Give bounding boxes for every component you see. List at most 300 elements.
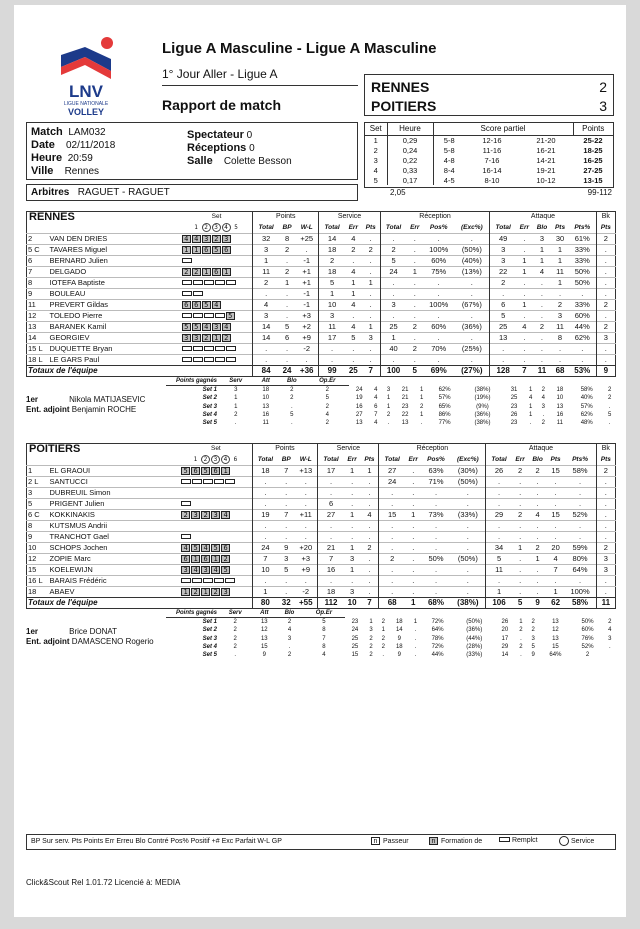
stat-cell: . <box>536 587 539 596</box>
total-cell: (38%) <box>450 598 485 609</box>
stat-cell: . <box>519 499 522 508</box>
col-header: Pts% <box>574 223 591 231</box>
set-detail-cell: 29 <box>501 643 509 650</box>
player-row <box>27 488 616 499</box>
set-rotation <box>226 346 236 351</box>
stat-cell: . <box>285 521 288 530</box>
set-detail-cell: 13 <box>552 635 559 642</box>
stat-cell: . <box>412 565 415 574</box>
stat-cell: 59% <box>572 543 588 552</box>
player-row <box>27 322 616 333</box>
set-rotation <box>193 357 203 362</box>
stat-cell: 5 <box>284 322 290 331</box>
stat-cell: 1 <box>252 587 278 598</box>
stat-cell: 1 <box>535 554 540 563</box>
set-detail-cell: . <box>290 420 293 427</box>
set-detail-cell: 15 <box>552 643 559 650</box>
set-detail-cell: 31 <box>510 386 518 393</box>
stat-cell: 1 <box>253 256 279 267</box>
player-number: 5 <box>28 499 33 508</box>
stat-cell: 2 <box>351 245 356 254</box>
stat-cell: . <box>596 278 615 289</box>
stat-cell: . <box>412 488 415 497</box>
set-detail-cell: 2 <box>325 420 329 427</box>
stat-cell: 4 <box>553 554 558 563</box>
set-detail-cell: . <box>520 652 522 659</box>
stat-cell: 26 <box>486 466 512 477</box>
set-rotation: 4 <box>202 323 211 331</box>
col-header: Err <box>519 223 530 231</box>
stat-cell: 10 <box>252 565 278 576</box>
stat-cell: 4 <box>351 322 356 331</box>
set-detail-cell: 2 <box>541 386 545 393</box>
total-cell: 9 <box>528 598 546 609</box>
col-header: BP <box>281 455 291 463</box>
set-detail-cell: 3 <box>531 635 535 642</box>
player-sets <box>181 355 253 366</box>
group-points: Points <box>252 444 318 455</box>
rempl-icon <box>499 837 510 842</box>
stat-cell: . <box>486 521 512 532</box>
set-detail-cell: 4 <box>374 395 378 402</box>
stat-cell: 2 <box>557 300 563 309</box>
set-detail-cell: 16 <box>355 403 363 410</box>
stat-cell: . <box>412 532 415 541</box>
col-header: (Exc%) <box>457 455 479 463</box>
stat-cell: . <box>368 576 371 585</box>
stat-cell: 3 <box>539 234 545 243</box>
score-cell: 18-25 <box>583 145 603 155</box>
score-cell: 12-16 <box>482 135 502 145</box>
stat-cell: 11 <box>556 267 564 276</box>
stat-cell: . <box>434 499 438 508</box>
stat-cell: 3 <box>284 554 289 563</box>
stat-cell: . <box>369 311 372 320</box>
score-cell: 16-14 <box>482 165 502 175</box>
set-detail-row <box>166 411 616 419</box>
stat-cell: 4 <box>351 234 356 243</box>
set-rotation: 5 <box>191 544 200 552</box>
stat-cell: . <box>596 289 615 300</box>
stat-cell: . <box>540 344 543 353</box>
stat-cell: . <box>413 355 416 364</box>
stat-cell: . <box>596 477 615 488</box>
stat-cell: 14 <box>253 322 279 333</box>
page-title: Ligue A Masculine - Ligue A Masculine <box>162 40 437 57</box>
stat-cell: . <box>285 499 288 508</box>
set-detail-cell: . <box>542 411 545 418</box>
stat-cell: . <box>434 488 438 497</box>
player-row <box>27 245 616 256</box>
stat-cell: 2 <box>284 267 290 276</box>
stat-cell: 1 <box>411 510 416 519</box>
col-header: Err <box>347 455 357 463</box>
set-detail-cell: 3 <box>541 403 545 410</box>
stat-cell: (50%) <box>457 554 478 563</box>
set-number: 5 <box>234 224 238 231</box>
stat-cell: . <box>285 477 288 486</box>
stat-cell: . <box>252 576 278 587</box>
set-detail-cell: 9 <box>397 635 401 642</box>
stat-cell: +1 <box>302 267 311 276</box>
set-rotation: 6 <box>212 268 221 276</box>
stat-cell: . <box>596 532 615 543</box>
player-sets <box>181 245 253 256</box>
total-cell: 9 <box>596 366 615 377</box>
stat-cell: 25 <box>490 322 516 333</box>
col-header: Total <box>380 222 406 234</box>
set-detail-cell: 16 <box>556 411 564 418</box>
set-detail-cell: 4 <box>541 395 545 402</box>
set-score-grid <box>365 123 613 185</box>
stat-cell: . <box>581 344 584 353</box>
set-detail-cell: 2 <box>386 411 391 418</box>
score-cell: 0,33 <box>387 165 433 175</box>
player-sets <box>180 521 252 532</box>
stat-cell: . <box>252 488 278 499</box>
set-detail-cell: 3 <box>386 386 391 393</box>
set-label: Set 1 <box>202 619 217 625</box>
col-header: Pts% <box>572 455 588 463</box>
player-number: 1 <box>28 466 33 475</box>
set-rotation <box>225 479 235 484</box>
set-rotation: 1 <box>222 268 231 276</box>
total-cell: 99 <box>319 366 345 377</box>
total-cell: 7 <box>360 598 378 609</box>
set-score-table <box>364 122 614 188</box>
stat-cell: . <box>437 234 440 243</box>
player-sets <box>181 234 253 245</box>
set-rotation: 4 <box>201 544 210 552</box>
stat-cell: 2 <box>518 510 523 519</box>
set-detail-cell: 20 <box>501 627 509 634</box>
player-name: BOULEAU <box>49 289 86 298</box>
stat-cell: . <box>285 289 289 298</box>
col-header: Pts <box>596 454 615 466</box>
set-header: Set <box>210 445 221 452</box>
stat-cell: . <box>368 477 371 486</box>
player-row <box>27 565 616 576</box>
team-total-row <box>27 366 616 377</box>
set-detail-cell: 1 <box>519 618 523 625</box>
stat-cell: . <box>412 543 415 552</box>
set-detail-cell: 12 <box>260 627 268 634</box>
stat-cell: 3 <box>490 245 516 256</box>
stat-cell: 1 <box>518 543 523 552</box>
score-cell: 16-21 <box>536 145 556 155</box>
total-cell: 11 <box>533 366 551 377</box>
stat-cell: 2 <box>539 322 545 331</box>
player-name: KOELEWIJN <box>49 565 93 574</box>
stat-cell: . <box>490 344 516 355</box>
stat-cell: . <box>486 477 512 488</box>
stat-cell: . <box>318 576 344 587</box>
stat-cell: . <box>304 499 307 508</box>
stat-cell: 1 <box>557 245 563 254</box>
stat-cell: . <box>554 576 557 585</box>
player-name: DELGADO <box>49 267 87 276</box>
stat-cell: . <box>466 499 469 508</box>
set-number: 1 <box>194 224 198 231</box>
set-detail-cell: 21 <box>401 395 409 402</box>
score-cell: 4 <box>365 165 387 175</box>
stat-cell: . <box>523 333 526 342</box>
sets-header-col: Att <box>252 609 276 618</box>
stat-cell: 3 <box>557 311 563 320</box>
spectators: Spectateur 0 <box>187 129 253 141</box>
stat-cell: . <box>519 521 522 530</box>
stat-cell: . <box>486 576 512 587</box>
set-rotation: 3 <box>221 588 230 596</box>
set-label: Set 2 <box>202 627 217 634</box>
away-sets-table <box>166 609 616 660</box>
col-score-partiel: Score partiel <box>433 123 573 135</box>
stat-cell: . <box>536 499 539 508</box>
referees: Arbitres RAGUET - RAGUET <box>26 184 358 201</box>
stat-cell: 2 <box>367 543 372 552</box>
set-detail-cell: 2 <box>233 619 237 625</box>
set-rotation <box>203 578 213 583</box>
stat-cell: 29 <box>486 510 512 521</box>
stat-cell: . <box>369 256 372 265</box>
stat-cell: 11 <box>486 565 512 576</box>
score-cell: 8-4 <box>443 165 455 175</box>
stat-cell: 1 <box>350 565 355 574</box>
stat-cell: 1 <box>319 289 345 300</box>
away-set-detail <box>26 609 616 663</box>
set-detail-row <box>166 402 616 410</box>
stat-cell: 1 <box>350 543 355 552</box>
col-set: Set <box>365 123 387 135</box>
set-detail-cell: 72% <box>431 618 444 625</box>
stat-cell: . <box>519 477 522 486</box>
set-detail-cell: 15 <box>260 643 268 650</box>
set-score-row <box>365 135 613 145</box>
stat-cell: . <box>519 554 522 563</box>
set-detail-cell: 18 <box>556 386 564 393</box>
stat-cell: . <box>434 576 438 585</box>
set-rotation: 6 <box>182 301 191 309</box>
player-name: TAVARES Miguel <box>49 245 108 254</box>
venue: Salle Colette Besson <box>187 155 292 167</box>
stat-cell: 50% <box>428 554 444 563</box>
set-rotation <box>204 357 214 362</box>
player-number: 14 <box>28 333 37 342</box>
set-detail-row <box>166 634 616 642</box>
sets-header-col: Att <box>254 377 278 386</box>
stat-cell: 9 <box>284 543 289 552</box>
player-sets <box>181 278 253 289</box>
set-detail-cell: 25 <box>510 395 518 402</box>
stat-cell: 1 <box>368 322 373 331</box>
set-rotation: 4 <box>222 323 231 331</box>
player-row <box>27 267 616 278</box>
set-rotation: 5 <box>226 312 235 320</box>
stat-cell: . <box>536 488 539 497</box>
stat-cell: . <box>523 311 526 320</box>
set-detail-cell: 19 <box>355 395 363 402</box>
stat-cell: 100% <box>429 245 449 254</box>
set-detail-cell: 13 <box>260 619 268 625</box>
stat-cell: 7 <box>284 510 289 519</box>
set-rotation <box>181 578 191 583</box>
col-header: Err <box>348 223 358 231</box>
stat-cell: . <box>413 256 416 265</box>
set-rotation: 3 <box>202 235 211 243</box>
player-sets <box>180 466 252 477</box>
group-service: Service <box>318 444 379 455</box>
legend-rempl: Remplct <box>499 837 538 844</box>
stat-cell: . <box>285 256 289 265</box>
stat-cell: . <box>523 289 526 298</box>
stat-cell: . <box>519 587 522 596</box>
stat-cell: . <box>434 521 438 530</box>
score-cell: 7-16 <box>484 155 500 165</box>
stat-cell: . <box>558 289 562 298</box>
set-detail-cell: 1 <box>420 395 424 402</box>
player-sets <box>180 510 252 521</box>
stat-cell: . <box>379 532 405 543</box>
stat-cell: 1 <box>351 278 356 287</box>
set-rotation: 2 <box>192 268 201 276</box>
set-rotation: 3 <box>211 511 220 519</box>
stat-cell: 2 <box>596 543 615 554</box>
stat-cell: . <box>486 532 512 543</box>
report-title: Rapport de match <box>162 97 282 113</box>
set-detail-cell: . <box>608 403 611 410</box>
col-header: Pts <box>550 455 561 463</box>
stat-cell: 2 <box>319 256 345 267</box>
set-detail-cell: 50% <box>581 618 594 625</box>
stat-cell: . <box>596 245 615 256</box>
home-coach: 1er Nikola MATIJASEVIC <box>26 395 146 404</box>
col-header: Err <box>515 455 525 463</box>
stat-cell: 1 <box>522 300 527 309</box>
set-detail-cell: 8 <box>322 627 326 634</box>
set-detail-cell: 14 <box>501 652 509 659</box>
svg-text:LIGUE NATIONALE: LIGUE NATIONALE <box>63 101 109 107</box>
stat-cell: 14 <box>319 234 345 245</box>
col-header: Total <box>253 222 279 234</box>
stat-cell: 32 <box>253 234 279 245</box>
set-detail-cell: 65% <box>438 403 451 410</box>
stat-cell: (36%) <box>461 322 482 331</box>
stat-cell: . <box>380 278 406 289</box>
stat-cell: . <box>285 587 288 596</box>
stat-cell: 2 <box>379 554 405 565</box>
stat-cell: 49 <box>490 234 516 245</box>
set-detail-cell: . <box>414 652 417 659</box>
set-detail-cell: 48% <box>580 420 593 427</box>
set-rotation: 1 <box>201 588 210 596</box>
set-detail-cell: (38%) <box>474 386 491 393</box>
team-total-row <box>27 598 616 609</box>
legend-formation: n Formation de <box>429 837 482 845</box>
stat-cell: 18 <box>319 267 345 278</box>
set-detail-cell: 1 <box>420 411 424 418</box>
stat-cell: . <box>413 289 416 298</box>
stat-cell: . <box>305 245 308 254</box>
set-rotation: 3 <box>222 235 231 243</box>
away-result: POITIERS 3 <box>371 98 607 114</box>
set-rotation: 4 <box>181 544 190 552</box>
lnv-logo <box>55 35 117 117</box>
set-detail-cell: 15 <box>351 652 359 659</box>
set-detail-cell: 13 <box>355 420 363 427</box>
stat-cell: 62% <box>574 333 590 342</box>
stat-cell: 4 <box>351 267 356 276</box>
score-cell: 1 <box>365 135 387 145</box>
stat-cell: 1 <box>284 278 290 287</box>
stat-cell: 24 <box>252 543 278 554</box>
stat-cell: . <box>596 521 615 532</box>
set-rotation: 5 <box>201 467 210 475</box>
player-number: 12 <box>28 311 37 320</box>
stat-cell: -1 <box>303 289 311 298</box>
stat-cell: 1 <box>367 466 372 475</box>
total-cell: 5 <box>406 366 423 377</box>
player-name: KUTSMUS Andrii <box>49 521 108 530</box>
stat-cell: . <box>304 576 307 585</box>
set-detail-cell: . <box>420 420 423 427</box>
set-rotation: 3 <box>212 323 221 331</box>
set-detail-cell: 86% <box>438 411 451 418</box>
player-name: TRANCHOT Gael <box>49 532 109 541</box>
stat-cell: +3 <box>302 311 311 320</box>
total-cell: 7 <box>362 366 381 377</box>
col-header: Blo <box>532 455 543 463</box>
set-detail-cell: 24 <box>351 627 359 634</box>
stat-cell: 4 <box>539 267 545 276</box>
stat-cell: 8 <box>284 234 290 243</box>
stat-cell: . <box>285 488 288 497</box>
stat-cell: 5 <box>486 554 512 565</box>
stat-cell: . <box>318 532 344 543</box>
stat-cell: 18 <box>252 466 278 477</box>
set-rotation: 6 <box>192 301 201 309</box>
stat-cell: . <box>368 565 371 574</box>
col-header: Total <box>490 222 516 234</box>
group-bk: Bk <box>596 212 615 223</box>
set-number: 2 <box>202 223 211 232</box>
stat-cell: . <box>581 289 584 298</box>
stat-cell: (50%) <box>457 477 478 486</box>
set-rotation <box>203 479 213 484</box>
total-cell: 1 <box>405 598 422 609</box>
stat-cell: 2 <box>596 322 615 333</box>
score-cell: 16-25 <box>583 155 603 165</box>
stat-cell: . <box>351 499 354 508</box>
total-cell: 68 <box>551 366 569 377</box>
set-rotation: 4 <box>182 235 191 243</box>
stat-cell: . <box>285 576 288 585</box>
stat-cell: +3 <box>301 554 311 563</box>
stat-cell: . <box>368 587 371 596</box>
set-rotation: 1 <box>211 555 220 563</box>
set-number: 6 <box>233 456 238 463</box>
stat-cell: . <box>413 278 416 287</box>
total-label: Totaux de l'équipe <box>27 598 253 609</box>
set-detail-cell: 3 <box>234 387 238 393</box>
stat-cell: . <box>369 234 372 243</box>
stat-cell: -2 <box>303 344 311 353</box>
set-rotation <box>215 346 225 351</box>
stat-cell: . <box>523 278 526 287</box>
set-detail-cell: 18 <box>262 387 270 393</box>
stat-cell: 60% <box>431 256 447 265</box>
player-row <box>27 256 616 267</box>
player-sets <box>181 333 253 344</box>
